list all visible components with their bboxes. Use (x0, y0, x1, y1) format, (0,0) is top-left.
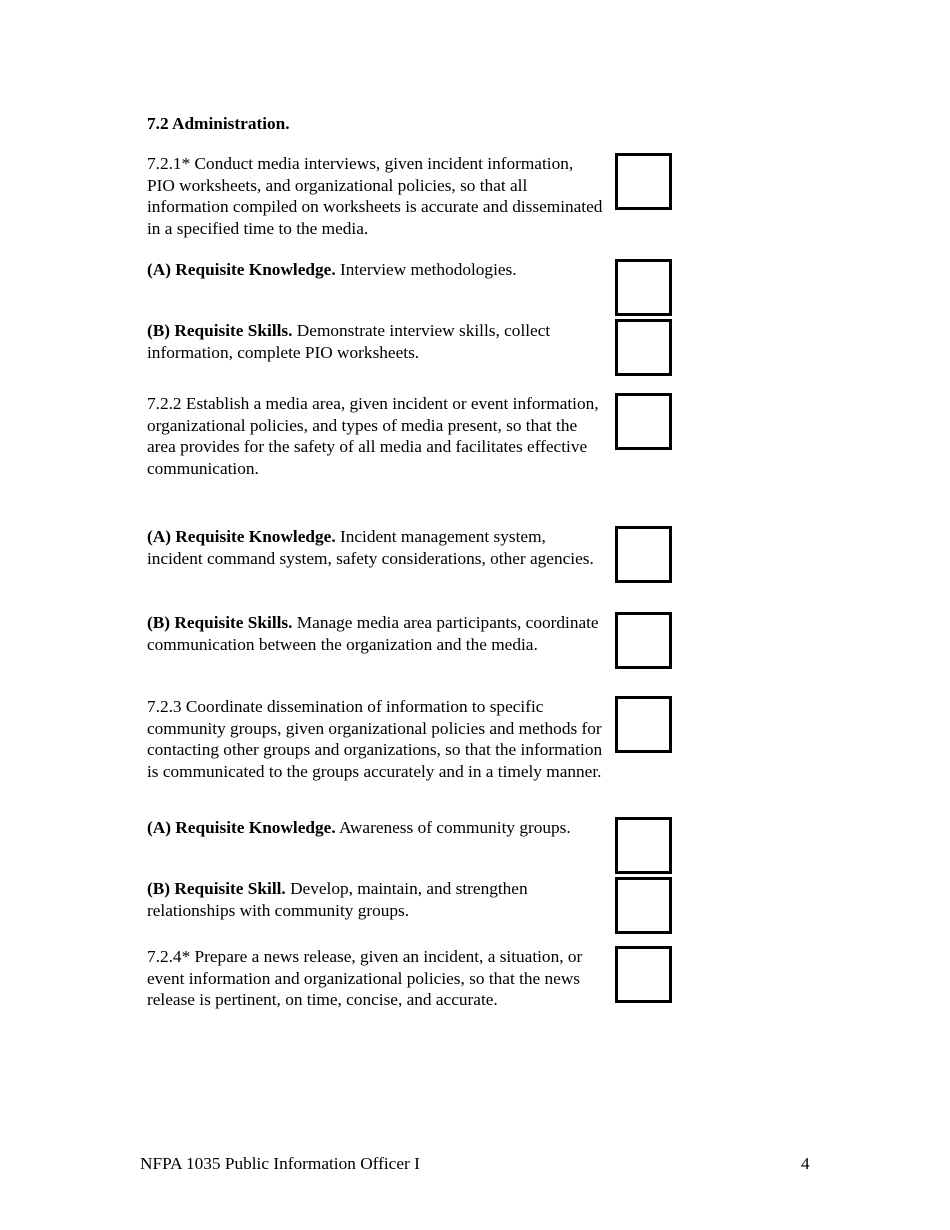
item-text: Demonstrate interview skills, collect information, complete PIO worksheets. (147, 321, 551, 362)
footer-title: NFPA 1035 Public Information Officer I (140, 1154, 420, 1173)
item-lead: (B) Requisite Skills. (147, 321, 293, 340)
item-7-2-1 (147, 153, 605, 239)
item-text: Awareness of community groups. (335, 818, 571, 837)
item-lead: (B) Requisite Skill. (147, 879, 286, 898)
item-lead: (A) Requisite Knowledge. (147, 527, 336, 546)
checkbox-7-2-2[interactable] (615, 393, 672, 450)
item-lead: (B) Requisite Skills. (147, 613, 293, 632)
page-number: 4 (801, 1154, 810, 1173)
item-7-2-2-b (147, 612, 605, 655)
checkbox-7-2-3[interactable] (615, 696, 672, 753)
item-text: Develop, maintain, and strengthen relationships with community groups. (147, 879, 528, 920)
item-7-2-1-b (147, 320, 605, 363)
checkbox-7-2-2-b[interactable] (615, 612, 672, 669)
item-text: 7.2.4* Prepare a news release, given an incident, a situation, or event information and organizational policies, so that the news release is pertinent, on time, concise, and accurate. (147, 947, 583, 1009)
checkbox-7-2-2-a[interactable] (615, 526, 672, 583)
item-text: 7.2.3 Coordinate dissemination of information to specific community groups, given organizational policies and methods for contacting other groups and organizations, so that the information is communicated to the groups accurately and in a timely manner. (147, 697, 603, 781)
item-7-2-3-b (147, 878, 605, 921)
item-text: Manage media area participants, coordinate communication between the organization and the media. (147, 613, 599, 654)
item-7-2-3 (147, 696, 605, 782)
item-lead: (A) Requisite Knowledge. (147, 818, 336, 837)
checkbox-7-2-1-a[interactable] (615, 259, 672, 316)
checkbox-7-2-3-b[interactable] (615, 877, 672, 934)
item-lead: (A) Requisite Knowledge. (147, 260, 336, 279)
checkbox-7-2-4[interactable] (615, 946, 672, 1003)
item-text: 7.2.1* Conduct media interviews, given incident information, PIO worksheets, and organizational policies, so that all information compiled on worksheets is accurate and disseminated in a specified time to the media. (147, 154, 603, 238)
section-heading: 7.2 Administration. (147, 114, 290, 133)
item-text: Interview methodologies. (335, 260, 517, 279)
item-7-2-3-a (147, 817, 605, 839)
item-7-2-2 (147, 393, 605, 479)
checkbox-7-2-1[interactable] (615, 153, 672, 210)
item-7-2-4 (147, 946, 605, 1011)
item-7-2-2-a (147, 526, 605, 569)
item-text: Incident management system, incident command system, safety considerations, other agencies. (147, 527, 594, 568)
checkbox-7-2-1-b[interactable] (615, 319, 672, 376)
item-text: 7.2.2 Establish a media area, given incident or event information, organizational policies, and types of media present, so that the area provides for the safety of all media and facilitates effective communication. (147, 394, 599, 478)
checkbox-7-2-3-a[interactable] (615, 817, 672, 874)
item-7-2-1-a (147, 259, 605, 281)
